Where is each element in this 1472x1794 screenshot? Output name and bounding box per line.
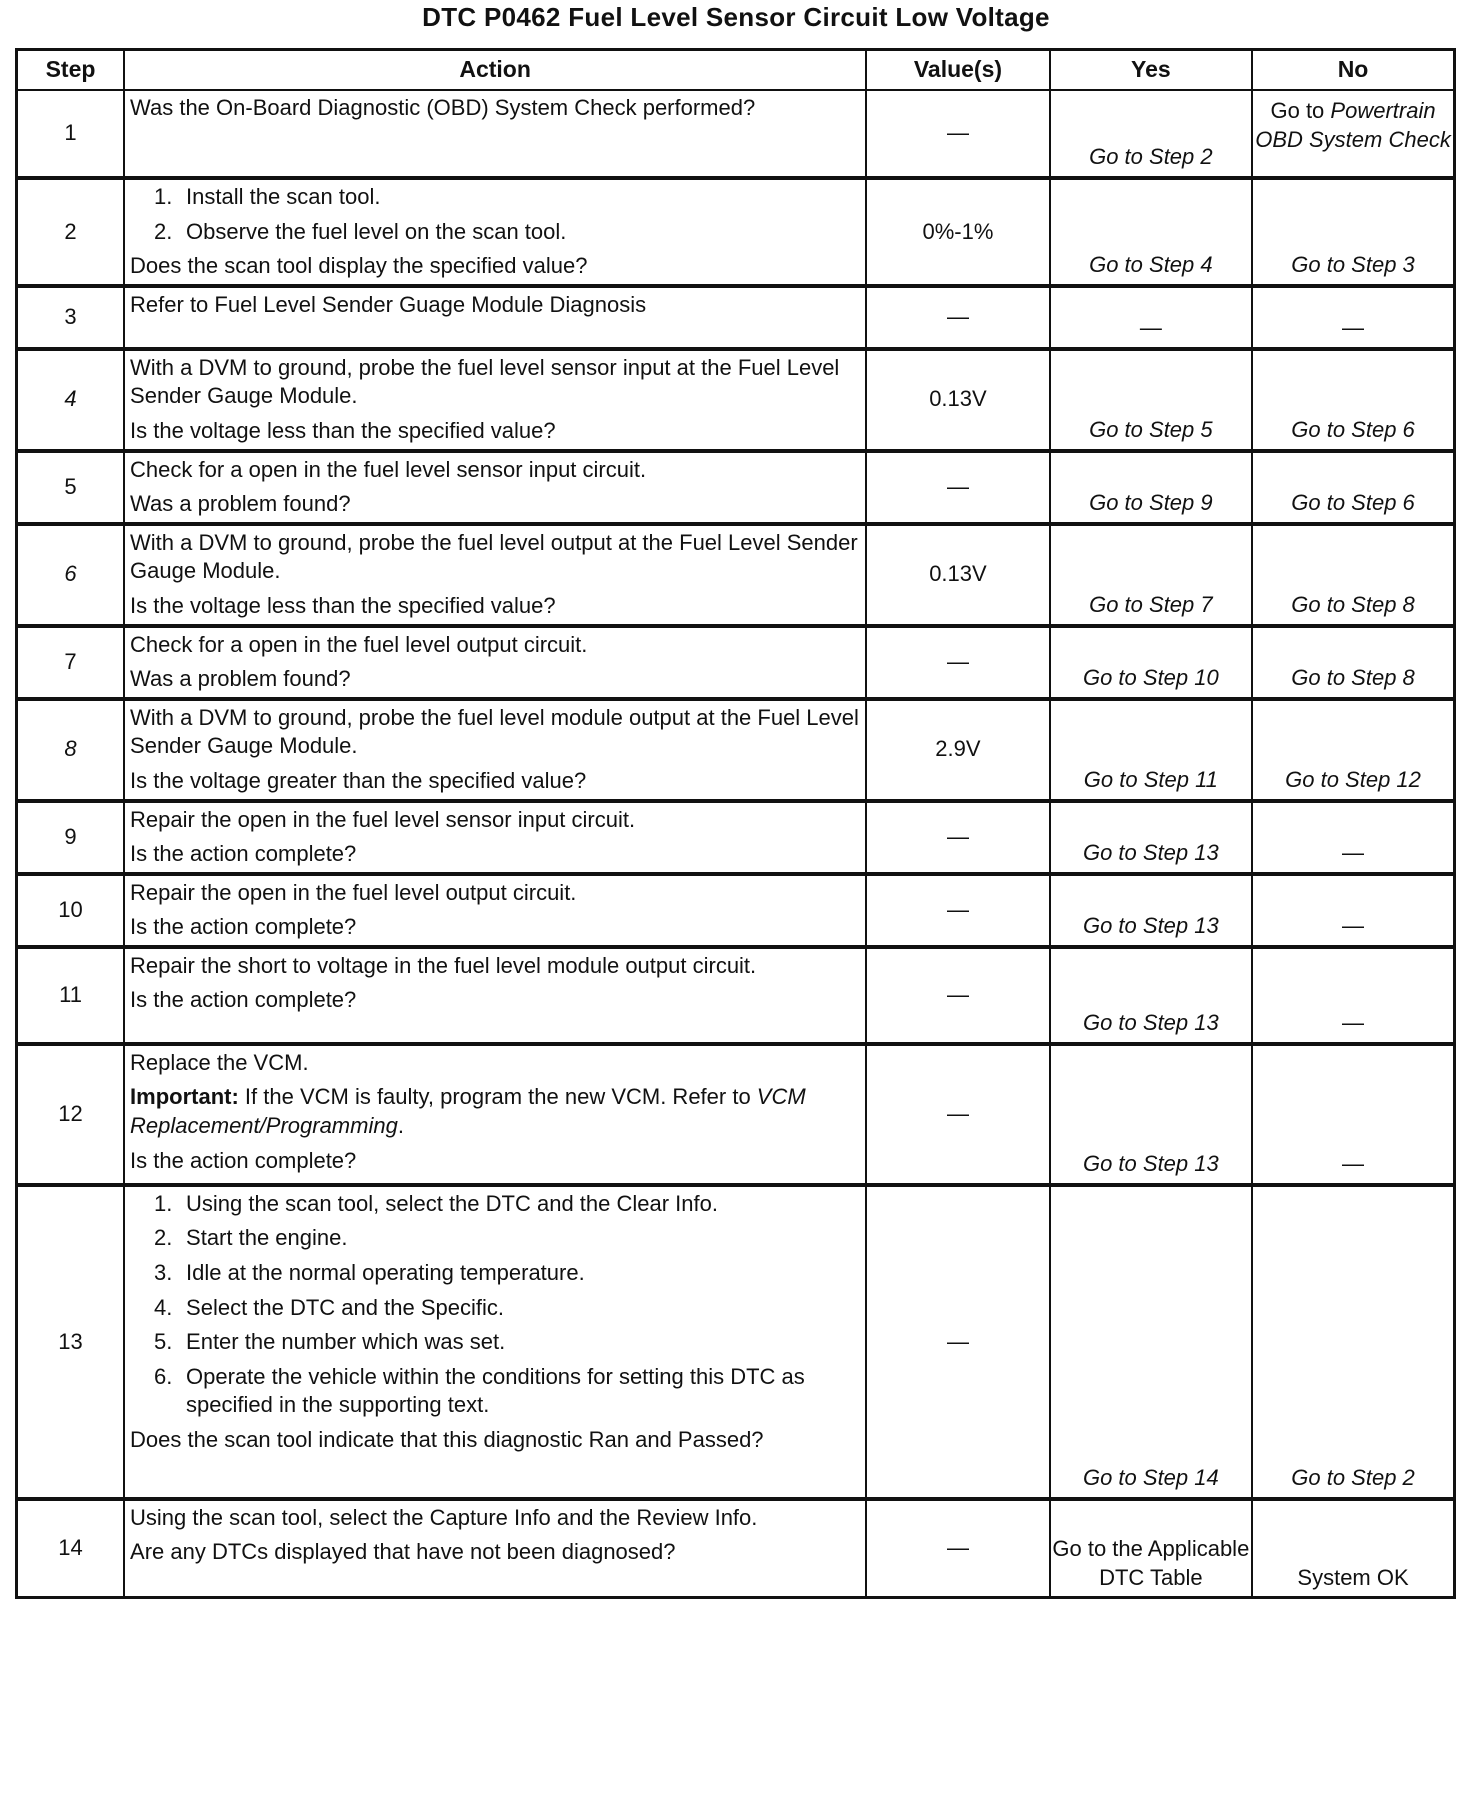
action-cell bbox=[124, 349, 866, 451]
table-row bbox=[17, 451, 1455, 524]
table-row bbox=[17, 90, 1455, 178]
no-result: Go to Step 6 bbox=[1252, 451, 1454, 524]
yes-result: Go to Step 7 bbox=[1050, 524, 1252, 626]
yes-result: Go to Step 14 bbox=[1050, 1185, 1252, 1499]
action-cell bbox=[124, 1044, 866, 1185]
value-cell: 0.13V bbox=[866, 524, 1049, 626]
list-item-text: Operate the vehicle within the conditions for setting this DTC as specified in the supporting text. bbox=[186, 1363, 805, 1418]
list-item-text: Start the engine. bbox=[186, 1225, 348, 1251]
yes-result: Go to Step 13 bbox=[1050, 1044, 1252, 1185]
no-result: Go to Step 8 bbox=[1252, 626, 1454, 699]
no-result: — bbox=[1252, 874, 1454, 947]
action-cell bbox=[124, 699, 866, 801]
yes-result: Go to the Applicable DTC Table bbox=[1050, 1499, 1252, 1598]
action-text: Is the action complete? bbox=[130, 841, 357, 867]
header-no: No bbox=[1252, 50, 1454, 91]
no-result: Go to Step 12 bbox=[1252, 699, 1454, 801]
action-text: Is the voltage less than the specified value? bbox=[130, 592, 556, 618]
step-number: 14 bbox=[17, 1499, 125, 1598]
action-text: Replace the VCM. bbox=[130, 1049, 309, 1075]
list-item-text: Idle at the normal operating temperature. bbox=[186, 1260, 585, 1286]
header-yes: Yes bbox=[1050, 50, 1252, 91]
action-cell bbox=[124, 801, 866, 874]
action-cell bbox=[124, 90, 866, 178]
list-item-number: 3. bbox=[154, 1260, 173, 1286]
value-cell: — bbox=[866, 286, 1049, 349]
list-item-text: Using the scan tool, select the DTC and the Clear Info. bbox=[186, 1190, 718, 1216]
diagnostic-table bbox=[15, 48, 1456, 1599]
action-text: With a DVM to ground, probe the fuel level output at the Fuel Level Sender Gauge Module. bbox=[130, 529, 858, 584]
action-text: Was a problem found? bbox=[130, 666, 351, 692]
no-result: — bbox=[1252, 947, 1454, 1044]
yes-result: Go to Step 5 bbox=[1050, 349, 1252, 451]
value-cell: 0.13V bbox=[866, 349, 1049, 451]
yes-result: Go to Step 13 bbox=[1050, 874, 1252, 947]
list-item bbox=[130, 1294, 859, 1323]
action-cell bbox=[124, 626, 866, 699]
action-cell bbox=[124, 178, 866, 286]
no-result: — bbox=[1252, 286, 1454, 349]
no-result: Go to Step 3 bbox=[1252, 178, 1454, 286]
table-row bbox=[17, 178, 1455, 286]
step-number: 6 bbox=[17, 524, 125, 626]
yes-result: Go to Step 2 bbox=[1050, 90, 1252, 178]
action-cell bbox=[124, 1185, 866, 1499]
action-text: Is the action complete? bbox=[130, 987, 357, 1013]
table-row bbox=[17, 1499, 1455, 1598]
value-cell: — bbox=[866, 947, 1049, 1044]
table-body bbox=[17, 90, 1455, 1598]
list-item-text: Select the DTC and the Specific. bbox=[186, 1294, 504, 1320]
action-text: With a DVM to ground, probe the fuel level sensor input at the Fuel Level Sender Gauge Module. bbox=[130, 354, 840, 409]
list-item bbox=[130, 1259, 859, 1288]
list-item-number: 1. bbox=[154, 184, 173, 209]
page-title: DTC P0462 Fuel Level Sensor Circuit Low Voltage bbox=[422, 2, 1050, 32]
no-result bbox=[1252, 90, 1454, 178]
step-number: 12 bbox=[17, 1044, 125, 1185]
header-step: Step bbox=[17, 50, 125, 91]
action-text: Repair the open in the fuel level sensor input circuit. bbox=[130, 806, 636, 832]
no-result: Go to Step 6 bbox=[1252, 349, 1454, 451]
action-text: Check for a open in the fuel level output circuit. bbox=[130, 631, 588, 657]
value-cell: 0%-1% bbox=[866, 178, 1049, 286]
header-values: Value(s) bbox=[866, 50, 1049, 91]
action-text: Was the On-Board Diagnostic (OBD) System Check performed? bbox=[130, 95, 756, 120]
list-item bbox=[130, 183, 859, 212]
step-number: 8 bbox=[17, 699, 125, 801]
bold-label: Important: bbox=[130, 1084, 239, 1110]
value-cell: — bbox=[866, 801, 1049, 874]
list-item-text: Install the scan tool. bbox=[186, 184, 381, 209]
action-note bbox=[130, 1083, 859, 1140]
list-item bbox=[130, 218, 859, 247]
step-number: 9 bbox=[17, 801, 125, 874]
action-cell bbox=[124, 451, 866, 524]
step-number: 5 bbox=[17, 451, 125, 524]
list-item bbox=[130, 1328, 859, 1357]
table-row bbox=[17, 524, 1455, 626]
action-cell bbox=[124, 947, 866, 1044]
table-row bbox=[17, 874, 1455, 947]
table-row bbox=[17, 699, 1455, 801]
text-run: If the VCM is faulty, program the new VCM. Refer to bbox=[238, 1084, 757, 1110]
table-row bbox=[17, 626, 1455, 699]
table-row bbox=[17, 1185, 1455, 1499]
action-text: With a DVM to ground, probe the fuel level module output at the Fuel Level Sender Gauge Module. bbox=[130, 704, 859, 759]
action-text: Check for a open in the fuel level sensor input circuit. bbox=[130, 456, 647, 482]
action-text: Repair the short to voltage in the fuel level module output circuit. bbox=[130, 952, 757, 978]
action-cell bbox=[124, 874, 866, 947]
no-result: Go to Step 2 bbox=[1252, 1185, 1454, 1499]
value-cell: — bbox=[866, 451, 1049, 524]
action-text: Are any DTCs displayed that have not been diagnosed? bbox=[130, 1539, 676, 1565]
list-item-number: 4. bbox=[154, 1294, 173, 1320]
table-row bbox=[17, 286, 1455, 349]
table-row bbox=[17, 349, 1455, 451]
action-text: Is the voltage less than the specified value? bbox=[130, 417, 556, 443]
header-action: Action bbox=[124, 50, 866, 91]
value-cell: 2.9V bbox=[866, 699, 1049, 801]
value-cell: — bbox=[866, 1185, 1049, 1499]
no-result: Go to Step 8 bbox=[1252, 524, 1454, 626]
action-text: Does the scan tool display the specified value? bbox=[130, 253, 588, 279]
action-text: Refer to Fuel Level Sender Guage Module Diagnosis bbox=[130, 291, 647, 317]
yes-result: Go to Step 11 bbox=[1050, 699, 1252, 801]
action-text: Is the voltage greater than the specified value? bbox=[130, 767, 587, 793]
list-item-number: 1. bbox=[154, 1190, 173, 1216]
no-result: — bbox=[1252, 1044, 1454, 1185]
list-item-text: Enter the number which was set. bbox=[186, 1329, 506, 1355]
table-row bbox=[17, 801, 1455, 874]
action-text: Using the scan tool, select the Capture Info and the Review Info. bbox=[130, 1504, 758, 1530]
action-cell bbox=[124, 286, 866, 349]
list-item bbox=[130, 1363, 859, 1420]
table-row bbox=[17, 1044, 1455, 1185]
value-cell: — bbox=[866, 1499, 1049, 1598]
action-text: Was a problem found? bbox=[130, 491, 351, 517]
list-item-number: 2. bbox=[154, 218, 173, 244]
value-cell: — bbox=[866, 626, 1049, 699]
step-number: 7 bbox=[17, 626, 125, 699]
yes-result: Go to Step 13 bbox=[1050, 947, 1252, 1044]
action-text: Repair the open in the fuel level output circuit. bbox=[130, 879, 577, 905]
step-number: 10 bbox=[17, 874, 125, 947]
action-text: Is the action complete? bbox=[130, 914, 357, 940]
italic-reference: Powertrain OBD System Check bbox=[1255, 98, 1451, 152]
list-item-number: 5. bbox=[154, 1329, 173, 1355]
step-number: 4 bbox=[17, 349, 125, 451]
yes-result: Go to Step 13 bbox=[1050, 801, 1252, 874]
step-number: 11 bbox=[17, 947, 125, 1044]
table-header-row bbox=[17, 50, 1455, 91]
action-cell bbox=[124, 1499, 866, 1598]
step-number: 1 bbox=[17, 90, 125, 178]
action-steps-list bbox=[130, 1190, 859, 1420]
list-item bbox=[130, 1190, 859, 1219]
no-result: System OK bbox=[1252, 1499, 1454, 1598]
list-item bbox=[130, 1224, 859, 1253]
yes-result: Go to Step 10 bbox=[1050, 626, 1252, 699]
action-text: Does the scan tool indicate that this diagnostic Ran and Passed? bbox=[130, 1427, 764, 1453]
table-row bbox=[17, 947, 1455, 1044]
yes-result: — bbox=[1050, 286, 1252, 349]
step-number: 2 bbox=[17, 178, 125, 286]
list-item-number: 6. bbox=[154, 1363, 173, 1389]
step-number: 3 bbox=[17, 286, 125, 349]
yes-result: Go to Step 4 bbox=[1050, 178, 1252, 286]
italic-reference: VCM Replacement/Programming bbox=[130, 1084, 806, 1139]
value-cell: — bbox=[866, 874, 1049, 947]
no-result: — bbox=[1252, 801, 1454, 874]
text-run: . bbox=[397, 1113, 404, 1139]
value-cell: — bbox=[866, 1044, 1049, 1185]
action-steps-list bbox=[130, 183, 859, 246]
action-cell bbox=[124, 524, 866, 626]
yes-result: Go to Step 9 bbox=[1050, 451, 1252, 524]
list-item-text: Observe the fuel level on the scan tool. bbox=[186, 218, 567, 244]
value-cell: — bbox=[866, 90, 1049, 178]
list-item-number: 2. bbox=[154, 1225, 173, 1251]
step-number: 13 bbox=[17, 1185, 125, 1499]
action-text: Is the action complete? bbox=[130, 1147, 357, 1173]
text-run: Go to bbox=[1270, 98, 1331, 123]
